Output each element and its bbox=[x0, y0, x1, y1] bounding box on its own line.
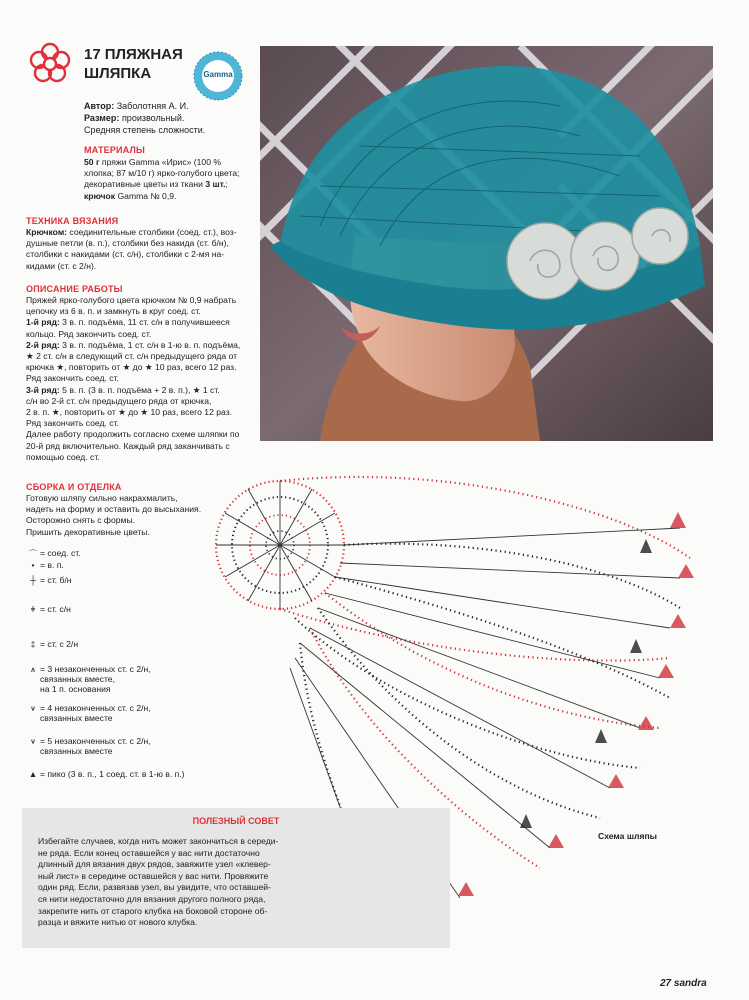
chain-icon: • bbox=[31, 560, 35, 570]
pattern-number: 17 bbox=[84, 46, 101, 63]
legend-item: ▲ = пико (3 в. п., 1 соед. ст. в 1-ю в. п.) bbox=[26, 769, 185, 779]
gamma-logo: Gamma bbox=[192, 50, 244, 102]
tip-heading: ПОЛЕЗНЫЙ СОВЕТ bbox=[192, 816, 280, 826]
legend-item: ǂ = ст. с/н bbox=[26, 604, 71, 614]
cluster-5-icon: ⩛ bbox=[30, 736, 36, 746]
slip-stitch-icon: ⌒ bbox=[28, 549, 38, 559]
useful-tip-box: ПОЛЕЗНЫЙ СОВЕТ Избегайте случаев, когда нить может закончиться в середи- не ряда. Если конец оставшейся у вас нити достаточно длинный для вязания двух рядов, завяжите узел «клевер- ный лист» в середине оставшейся у вас нити. Провяжите один ряд. Если, развязав узел, вы увидите, что оставшей- ся нити недостаточно для вязания другого полного ряда, закрепите нить от старого клубка на боковой стороне об- разца и вяжите нитью от нового клубка. bbox=[22, 808, 450, 948]
materials-section: МАТЕРИАЛЫ 50 г пряжи Gamma «Ирис» (100 % хлопка; 87 м/10 г) ярко-голубого цвета; декоративные цветы из ткани 3 шт.; крючок Gamma № 0,9. bbox=[84, 145, 252, 202]
legend-item: ┼ = ст. б/н bbox=[26, 575, 72, 585]
technique-heading: ТЕХНИКА ВЯЗАНИЯ bbox=[26, 216, 119, 226]
meta-info: Автор: Заболотняя А. И. Размер: произвольный. Средняя степень сложности. bbox=[84, 101, 206, 135]
description-section: ОПИСАНИЕ РАБОТЫ Пряжей ярко-голубого цвета крючком № 0,9 набрать цепочку из 6 в. п. и замкнуть в круг соед. ст. 1-й ряд: 3 в. п. подъёма, 11 ст. с/н в получившееся кольцо. Ряд закончить соед. ст. 2-й ряд: 3 в. п. подъёма, 1 ст. с/н в 1-ю в. п. подъёма, ★ 2 ст. с/н в следующий ст. с/н предыдущего ряда от крючка ★, повторить от ★ до ★ 10 раз, всего 12 раз. Ряд закончить соед. ст. 3-й ряд: 5 в. п. (3 в. п. подъёма + 2 в. п.), ★ 1 ст. с/н во 2-й ст. с/н предыдущего ряда от крючка, 2 в. п. ★, повторить от ★ до ★ 10 раз, всего 12 раз. Ряд закончить соед. ст. Далее работу продолжить согласно схеме шляпки по 20-й ряд включительно. Каждый ряд заканчивать с помощью соед. ст. bbox=[26, 284, 254, 463]
cluster-3-icon: ⩚ bbox=[30, 664, 36, 674]
assembly-heading: СБОРКА И ОТДЕЛКА bbox=[26, 482, 122, 492]
flower-icon bbox=[28, 42, 72, 86]
legend-item: • = в. п. bbox=[26, 560, 64, 570]
legend-item: ⩛ = 4 незаконченных ст. с 2/н, связанных вместе bbox=[26, 703, 151, 723]
cluster-4-icon: ⩛ bbox=[30, 703, 36, 713]
page-title: 17 ПЛЯЖНАЯ ШЛЯПКА bbox=[84, 46, 183, 82]
treble-crochet-icon: ‡ bbox=[30, 639, 36, 649]
page-number: 27 sandra bbox=[660, 978, 707, 989]
diagram-caption: Схема шляпы bbox=[598, 831, 658, 841]
materials-heading: МАТЕРИАЛЫ bbox=[84, 145, 146, 155]
legend-item: ⩚ = 3 незаконченных ст. с 2/н, связанных вместе, на 1 п. основания bbox=[26, 664, 151, 694]
legend-item: ‡ = ст. с 2/н bbox=[26, 639, 78, 649]
legend-item: ⩛ = 5 незаконченных ст. с 2/н, связанных вместе bbox=[26, 736, 151, 756]
single-crochet-icon: ┼ bbox=[29, 575, 37, 585]
description-heading: ОПИСАНИЕ РАБОТЫ bbox=[26, 284, 123, 294]
technique-section: ТЕХНИКА ВЯЗАНИЯ Крючком: соединительные столбики (соед. ст.), воз- душные петли (в. п.), столбики без накида (ст. б/н), столбики с накидами (ст. с/н), столбики с 2-мя на- кидами (ст. с 2/н). bbox=[26, 216, 252, 272]
picot-icon: ▲ bbox=[28, 769, 38, 779]
double-crochet-icon: ǂ bbox=[30, 604, 36, 614]
legend-item: ⌒ = соед. ст. bbox=[26, 548, 81, 560]
assembly-section: СБОРКА И ОТДЕЛКА Готовую шляпу сильно накрахмалить, надеть на форму и оставить до высыхания. Осторожно снять с формы. Пришить декоративные цветы. bbox=[26, 482, 226, 538]
hat-photo bbox=[260, 46, 713, 441]
